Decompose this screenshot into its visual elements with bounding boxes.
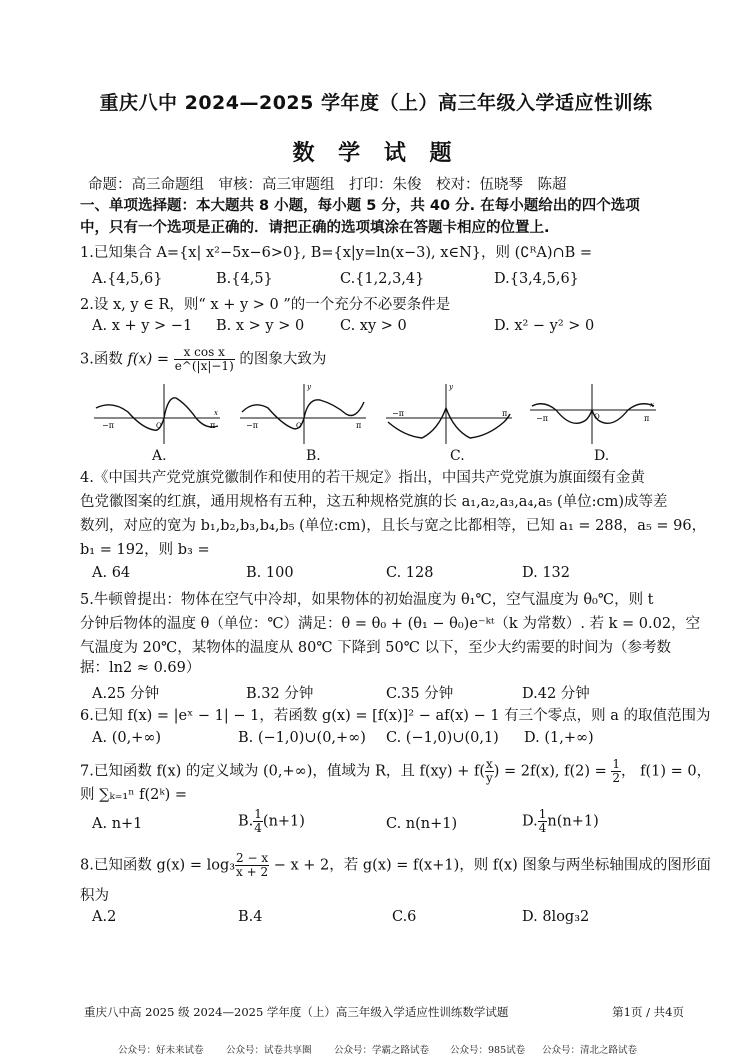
q1-option-b: B.{4,5} [216,271,273,287]
q7-option-b-suffix: (n+1) [262,813,305,830]
q7-option-b-num: 1 [254,807,262,821]
q6-option-b: B. (−1,0)∪(0,+∞) [238,730,366,746]
graph-b-pi: π [356,421,362,430]
q7-text-b: ) = 2f(x), f(2) = [493,763,607,780]
graph-c-pi: π [502,409,508,418]
q7-option-d [522,808,599,835]
q6-option-d: D. (1,+∞) [524,730,594,746]
q7-option-b [238,808,305,835]
graph-d-pi: π [644,414,650,423]
q7-option-b-prefix: B. [238,813,254,830]
page-number: 第1页 / 共4页 [612,1005,684,1019]
q8-text-b: − x + 2，若 g(x) = f(x+1)，则 f(x) 图象与两坐标轴围成的图形面 [269,857,711,874]
q3-func: f(x) = [127,351,170,368]
q7-half-den: 2 [612,771,621,785]
q7-option-d-den: 4 [538,821,547,835]
q2-option-c: C. xy > 0 [340,318,407,334]
q1-option-a: A.{4,5,6} [92,271,163,287]
question-4-line-1: 4.《中国共产党党旗党徽制作和使用的若干规定》指出，中国共产党党旗为旗面缀有金黄 [80,470,645,486]
q7-option-b-den: 4 [254,821,262,835]
question-3-graphs [92,378,652,448]
wechat-3: 公众号：学霸之路试卷 [334,1045,430,1056]
graph-b-curve [242,400,364,429]
graph-c [384,378,514,448]
question-8-line-2: 积为 [80,888,109,904]
q2-option-a: A. x + y > −1 [92,318,193,334]
question-1-stem: 1.已知集合 A={x| x²−5x−6>0}, B={x|y=ln(x−3), x∈N}，则 (∁ᴿA)∩B = [80,245,593,261]
graph-a-x-label: x [214,409,218,417]
q7-fraction-half [611,758,621,785]
wechat-1: 公众号：好未来试卷 [118,1045,204,1056]
page-subtitle: 数 学 试 题 [292,141,460,166]
q8-option-b: B.4 [238,909,263,925]
q7-frac-num: x [485,757,493,771]
graph-c-curve [388,408,510,438]
q5-option-d: D.42 分钟 [522,686,590,702]
graph-d-curve [532,404,654,424]
question-7-line-1 [80,757,712,785]
q7-option-d-num: 1 [538,807,547,821]
q7-fraction-xy [485,758,494,785]
q7-option-c: C. n(n+1) [386,816,458,832]
q4-option-d: D. 132 [522,565,571,581]
section-heading-2: 中，只有一个选项是正确的．请把正确的选项填涂在答题卡相应的位置上. [80,220,550,236]
q7-half-num: 1 [612,757,621,771]
q6-option-c: C. (−1,0)∪(0,1) [386,730,499,746]
q5-option-a: A.25 分钟 [92,686,160,702]
q8-frac-num: 2 − x [236,851,269,865]
question-6-stem: 6.已知 f(x) = |eˣ − 1| − 1，若函数 g(x) = [f(x)]² − af(x) − 1 有三个零点，则 a 的取值范围为 [80,708,711,724]
graph-a-pi: π [210,421,216,430]
graph-d-x-label: x [650,401,654,409]
q3-prefix: 3.函数 [80,351,123,368]
q7-option-d-suffix: n(n+1) [547,813,599,830]
q5-option-b: B.32 分钟 [246,686,314,702]
q7-frac-den: y [485,771,493,785]
graph-label-a: A. [152,448,167,464]
wechat-4: 公众号：985试卷 [450,1045,526,1056]
q7-option-d-fraction [538,808,548,835]
q2-option-d: D. x² − y² > 0 [494,318,595,334]
credits-line: 命题：高三命题组 审核：高三审题组 打印：朱俊 校对：伍晓琴 陈超 [88,177,567,193]
q2-option-b: B. x > y > 0 [216,318,305,334]
graph-label-c: C. [450,448,465,464]
graph-c-y-label: y [449,383,453,391]
q5-option-c: C.35 分钟 [386,686,454,702]
graph-d [528,378,658,448]
question-4-line-3: 数列，对应的宽为 b₁,b₂,b₃,b₄,b₅ (单位:cm)，且长与宽之比都相等，已知 a₁ = 288，a₅ = 96， [80,518,707,534]
q3-numerator: x cos x [174,346,235,360]
graph-label-b: B. [306,448,321,464]
question-4-line-4: b₁ = 192，则 b₃ = [80,542,210,558]
question-5-line-3: 气温度为 20℃，某物体的温度从 80℃ 下降到 50℃ 以下，至少大约需要的时间为（参考数 [80,640,672,656]
graph-d-origin: O [594,413,600,421]
q8-frac-den: x + 2 [236,865,269,879]
graph-a-origin: O [156,422,162,430]
q8-option-a: A.2 [92,909,117,925]
question-4-line-2: 色党徽图案的红旗，通用规格有五种，这五种规格党旗的长 a₁,a₂,a₃,a₄,a₅ (单位:cm)成等差 [80,494,668,510]
q7-option-b-fraction [253,808,263,835]
q7-option-a: A. n+1 [92,816,143,832]
question-8-line-1 [80,851,711,879]
graph-label-d: D. [594,448,610,464]
wechat-5: 公众号：清北之路试卷 [542,1045,638,1056]
q7-option-d-prefix: D. [522,813,538,830]
section-heading-1: 一、单项选择题：本大题共 8 小题，每小题 5 分，共 40 分. 在每小题给出的四个选项 [80,198,640,214]
wechat-2: 公众号：试卷共享圈 [226,1045,312,1056]
q6-option-a: A. (0,+∞) [92,730,162,746]
graph-c-neg-pi: −π [392,409,404,418]
graph-b-origin: O [296,422,302,430]
graph-d-neg-pi: −π [536,414,548,423]
graph-b-neg-pi: −π [246,421,258,430]
question-5-line-1: 5.牛顿曾提出：物体在空气中冷却，如果物体的初始温度为 θ₁℃，空气温度为 θ₀℃，则 t [80,592,654,608]
q4-option-b: B. 100 [246,565,294,581]
q1-option-c: C.{1,2,3,4} [340,271,425,287]
q3-suffix: 的图象大致为 [239,351,327,368]
question-5-line-2: 分钟后物体的温度 θ（单位：℃）满足：θ = θ₀ + (θ₁ − θ₀)e⁻ᵏᵗ（k 为常数）. 若 k = 0.02，空 [80,616,701,632]
q8-text-a: 8.已知函数 g(x) = log₃ [80,857,236,874]
q8-option-d: D. 8log₃2 [522,909,590,925]
question-2-stem: 2.设 x, y ∈ R，则“ x + y > 0 ”的一个充分不必要条件是 [80,297,451,313]
q7-text-a: 7.已知函数 f(x) 的定义域为 (0,+∞)，值域为 R，且 f(xy) + f( [80,763,485,780]
graph-a [92,378,222,448]
graph-b-y-label: y [307,383,311,391]
question-5-line-4: 据：ln2 ≈ 0.69） [80,660,201,676]
q7-text-c: ， f(1) = 0， [621,763,712,780]
question-7-line-2: 则 ∑ₖ₌₁ⁿ f(2ᵏ) = [80,787,188,803]
q8-fraction [235,852,269,879]
footer-text: 重庆八中高 2025 级 2024—2025 学年度（上）高三年级入学适应性训练数学试题 [84,1005,509,1019]
q1-option-d: D.{3,4,5,6} [494,271,579,287]
q3-fraction [174,346,235,373]
question-3-stem [80,346,680,373]
q4-option-a: A. 64 [92,565,131,581]
page-title: 重庆八中 2024—2025 学年度（上）高三年级入学适应性训练 [99,92,653,114]
q4-option-c: C. 128 [386,565,434,581]
q8-option-c: C.6 [392,909,417,925]
graph-b [238,378,368,448]
graph-a-neg-pi: −π [102,421,114,430]
page-footer [84,1004,684,1020]
q3-denominator: e^(|x|−1) [174,359,234,373]
